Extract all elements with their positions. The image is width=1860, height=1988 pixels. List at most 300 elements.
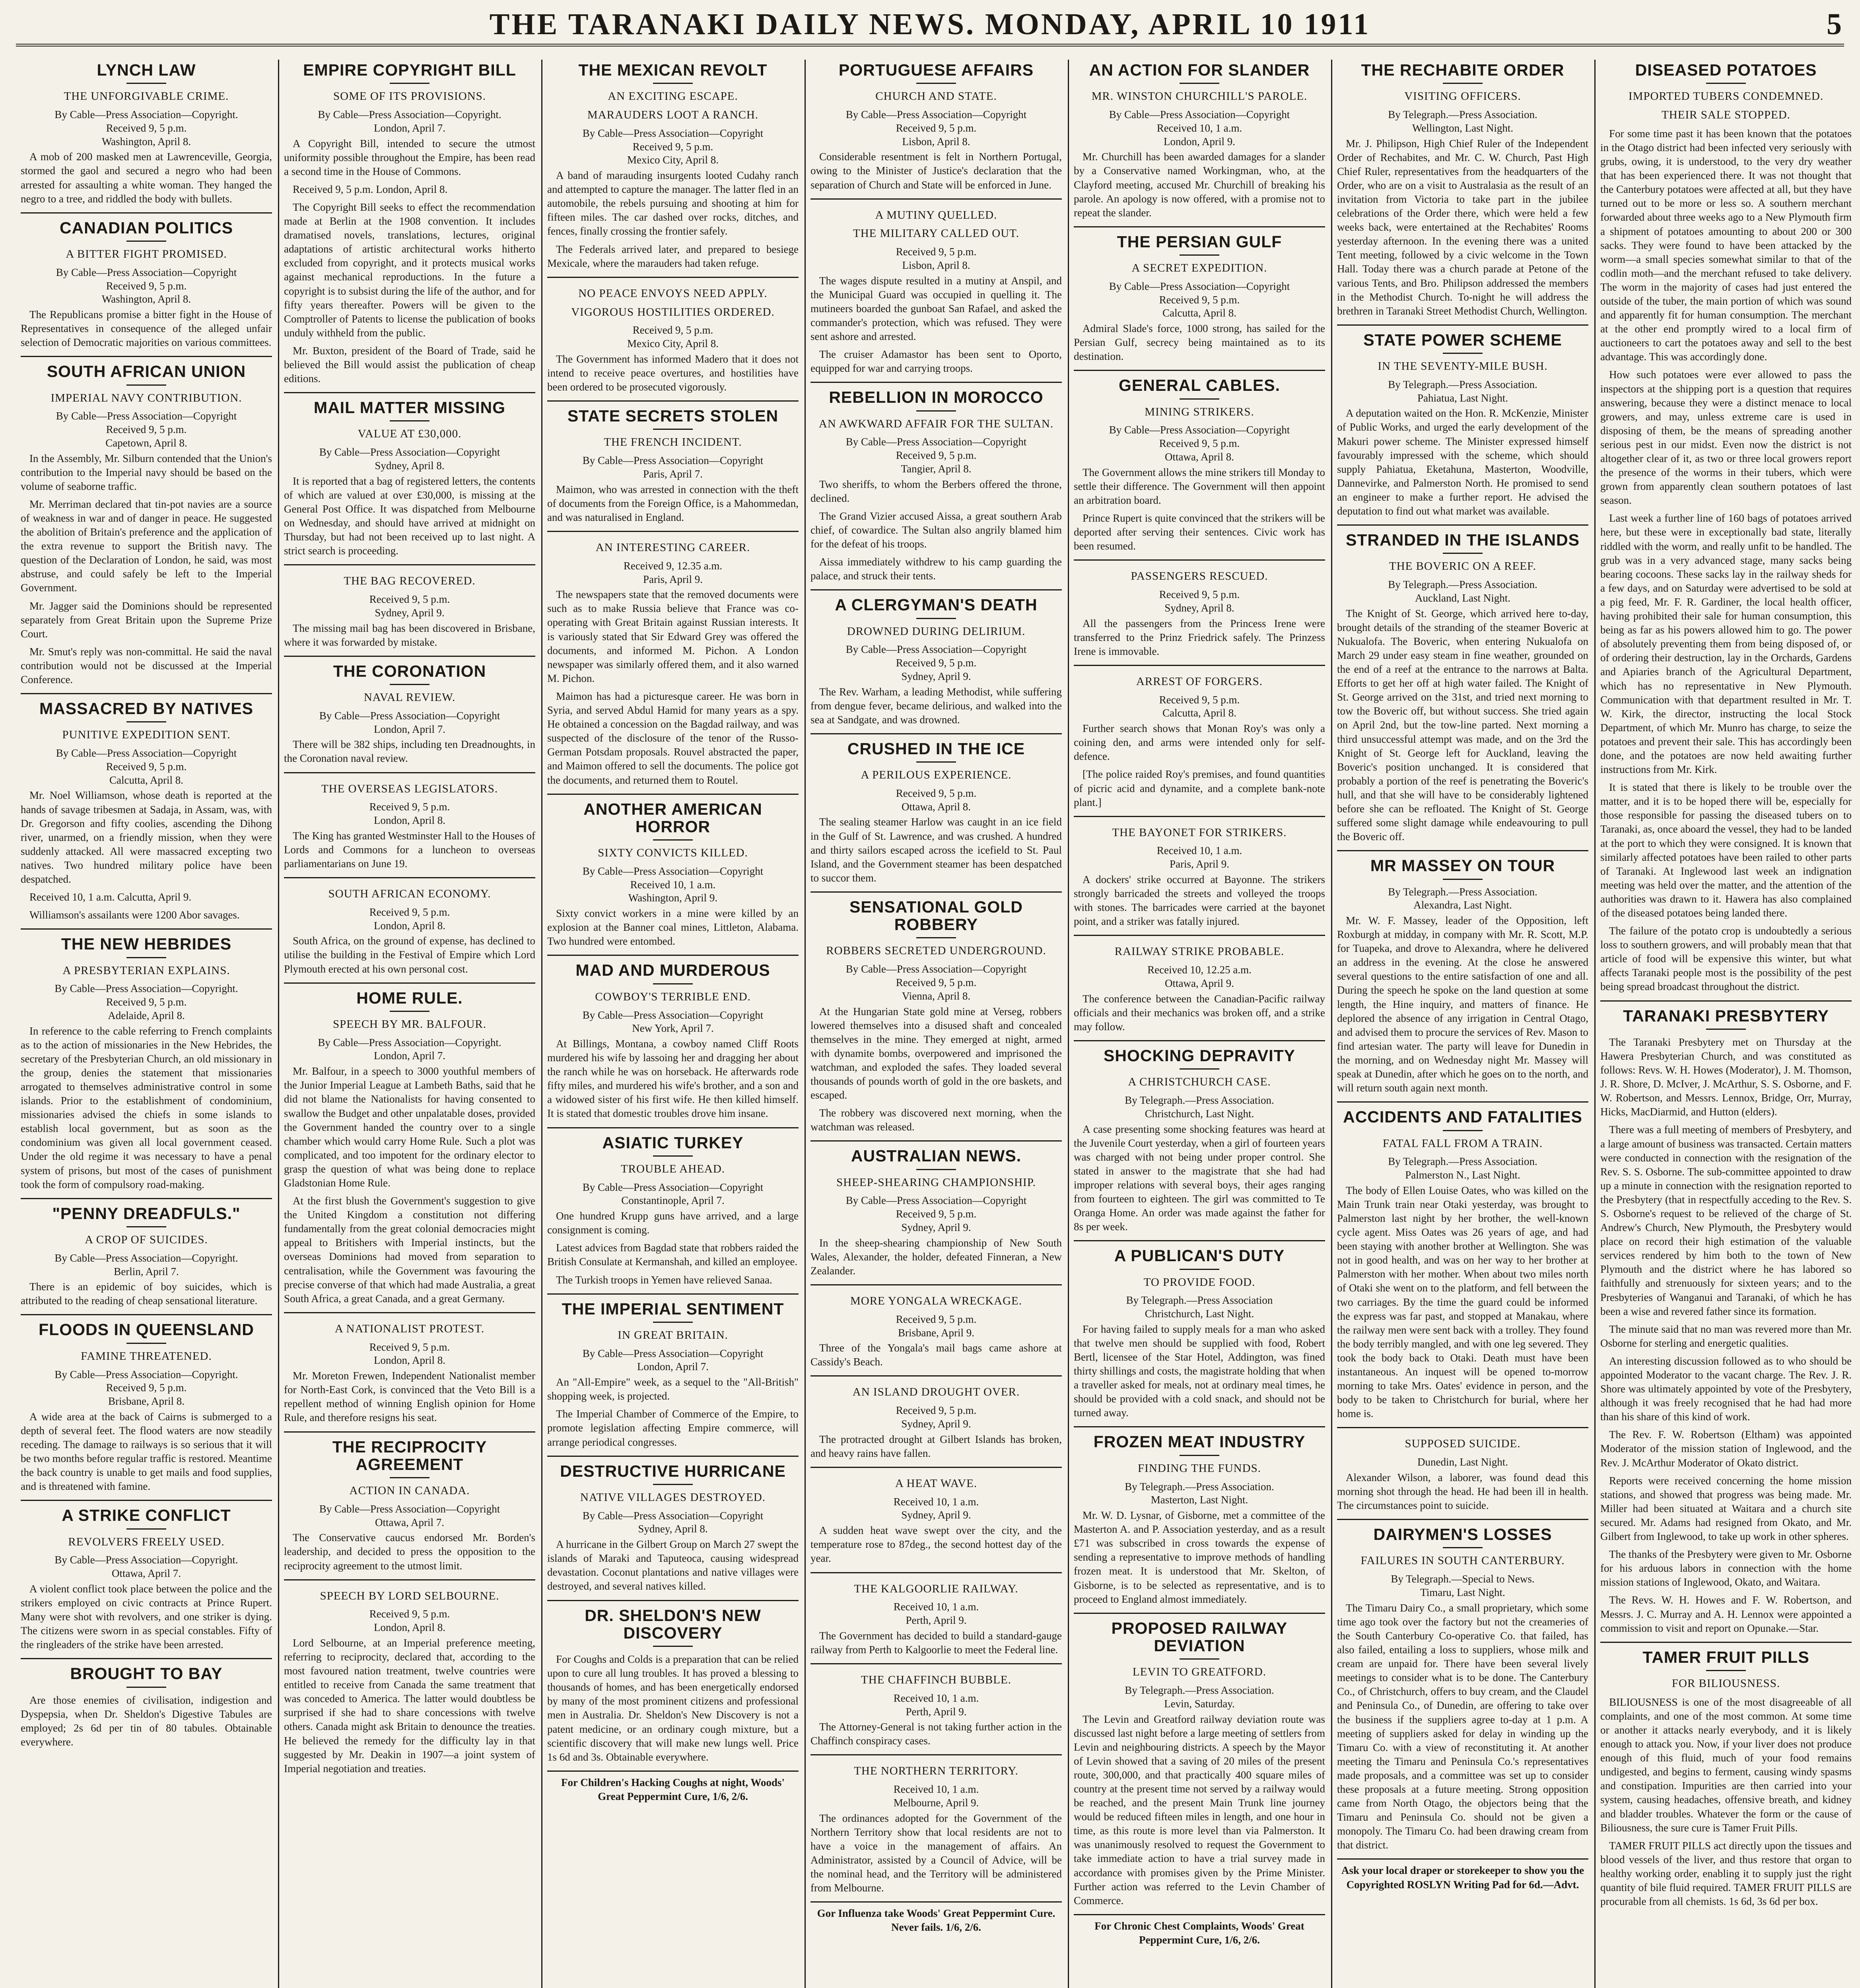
article <box>1337 1519 1588 1852</box>
article-paragraph: The Rev. F. W. Robertson (Eltham) was appointed Moderator of the mission station of Inglewood, and the Rev. J. McArthur Moderator of Okato district. <box>1600 1429 1852 1469</box>
dateline-line: By Cable—Press Association—Copyright <box>582 127 764 139</box>
article-subheading: A NATIONALIST PROTEST. <box>334 1322 485 1335</box>
article-paragraph: The King has granted Westminster Hall to the Houses of Lords and Commons for a luncheon to overseas parliamentarians on June 19. <box>284 829 535 870</box>
dateline <box>284 593 535 620</box>
dateline <box>284 709 535 736</box>
article-headline: PROPOSED RAILWAY DEVIATION <box>1111 1619 1288 1655</box>
article-subheading: A HEAT WAVE. <box>895 1477 978 1490</box>
article-paragraph: The robbery was discovered next morning, when the watchman was released. <box>810 1107 1062 1133</box>
article-paragraph: An interesting discussion followed as to who should be appointed Moderator to the vacant charge. The Rev. J. R. Shore was ultimately appointed by vote of the Presbytery, although it was freely recognised that he had had more than his share of this kind of work. <box>1600 1355 1852 1423</box>
article-headline: ANOTHER AMERICAN HORROR <box>583 800 762 836</box>
article-subheading: IMPORTED TUBERS CONDEMNED. <box>1628 90 1824 103</box>
article-subheading: COWBOY'S TERRIBLE END. <box>595 990 751 1003</box>
article-subheading: AN ISLAND DROUGHT OVER. <box>852 1386 1020 1399</box>
dateline-line: Received 9, 5 p.m. <box>106 996 187 1008</box>
dateline-line: Received 9, 5 p.m. <box>369 1608 450 1620</box>
dateline-line: Constantinople, April 7. <box>621 1194 725 1207</box>
article-subheading: VISITING OFFICERS. <box>1404 90 1521 103</box>
article-subheading: AN EXCITING ESCAPE. <box>608 90 738 103</box>
article-paragraph: A case presenting some shocking features was heard at the Juvenile Court yesterday, when a girl of fourteen years was charged with not being under proper control. She stated in answer to the magistrate that she had had improper relations with several boys, their ages ranging from fourteen to eighteen. The girl was committed to Te Oranga Home. An order was made against the father for 8s per week. <box>1074 1123 1325 1233</box>
headline-rule <box>1180 254 1219 256</box>
dateline-line: By Telegraph.—Press Association. <box>1388 1155 1537 1168</box>
article-paragraph: [The police raided Roy's premises, and found quantities of picric acid and dynamite, and a complete bank-note plant.] <box>1074 768 1325 808</box>
article <box>1074 1240 1325 1420</box>
article <box>810 1901 1062 1934</box>
dateline <box>21 108 272 148</box>
article-paragraph: The thanks of the Presbytery were given to Mr. Osborne for his arduous labors in connection with the home mission stations of Inglewood, Okato, and Waitara. <box>1600 1548 1852 1588</box>
article-paragraph: In the Assembly, Mr. Silburn contended that the Union's contribution to the Imperial navy should be based on the volume of seaborne traffic. <box>21 452 272 492</box>
article-headline: CRUSHED IN THE ICE <box>847 739 1025 758</box>
headline-rule <box>1180 1068 1219 1070</box>
dateline-line: Ottawa, April 8. <box>902 800 971 813</box>
headline-rule <box>126 721 166 722</box>
article-subheading: A CHRISTCHURCH CASE. <box>1128 1076 1271 1089</box>
article-paragraph: Williamson's assailants were 1200 Abor savages. <box>29 909 240 921</box>
article <box>1337 324 1588 518</box>
article <box>1074 226 1325 364</box>
dateline-line: Received 9, 5 p.m. <box>896 1404 977 1417</box>
dateline-line: By Cable—Press Association—Copyright <box>319 709 500 722</box>
dateline-line: Received 9, 5 p.m. <box>896 977 977 989</box>
dateline-line: Washington, April 9. <box>628 892 718 904</box>
dateline-line: By Cable—Press Association—Copyright <box>319 446 500 458</box>
article <box>547 1771 799 1804</box>
article <box>21 1314 272 1493</box>
article-subheading: THE UNFORGIVABLE CRIME. <box>64 90 229 103</box>
headline-rule <box>1180 398 1219 400</box>
headline-rule <box>653 1484 693 1485</box>
dateline <box>1074 693 1325 720</box>
article-subheading: SUPPOSED SUICIDE. <box>1405 1437 1521 1450</box>
headline-rule <box>916 761 956 763</box>
article-headline: MAD AND MURDEROUS <box>575 961 770 980</box>
dateline-line: Adelaide, April 8. <box>108 1009 185 1021</box>
advertisement: Gor Influenza take Woods' Great Peppermint Cure. Never fails. 1/6, 2/6. <box>817 1907 1055 1934</box>
article-subheading: THE CHAFFINCH BUBBLE. <box>861 1673 1011 1686</box>
dateline-line: London, April 7. <box>374 1050 445 1062</box>
advertisement: For Children's Hacking Coughs at night, Woods' Great Peppermint Cure, 1/6, 2/6. <box>561 1776 785 1802</box>
dateline-line: By Cable—Press Association—Copyright <box>56 747 237 759</box>
article <box>284 877 535 976</box>
dateline-line: Received 10, 1 a.m. <box>893 1783 979 1796</box>
dateline-line: Paris, April 9. <box>643 573 703 585</box>
dateline-line: By Cable—Press Association—Copyright <box>319 1503 500 1515</box>
article-paragraph: Received 10, 1 a.m. Calcutta, April 9. <box>29 891 192 903</box>
headline-rule <box>653 1646 693 1647</box>
article-subheading: A BITTER FIGHT PROMISED. <box>66 247 227 260</box>
headline-rule <box>916 83 956 84</box>
article-paragraph: A dockers' strike occurred at Bayonne. The strikers strongly barricaded the streets and volleyed the troops with stones. The barricades were carried at the bayonet point, and a striker was fatally injured. <box>1074 873 1325 928</box>
article <box>810 1663 1062 1748</box>
article-subheading: THE OVERSEAS LEGISLATORS. <box>321 782 498 795</box>
article-paragraph: Mr. Merriman declared that tin-pot navies are a source of weakness in war and of danger in peace. He suggested the abolition of Britain's preference and the application of the extra revenue to support the British navy. The question of the Declaration of London, he said, was most abstruse, and could safely be left to the Imperial Government. <box>21 498 272 594</box>
dateline-line: Received 9, 12.35 a.m. <box>623 559 723 572</box>
article-headline: DAIRYMEN'S LOSSES <box>1373 1525 1552 1544</box>
dateline <box>284 108 535 135</box>
article-subheading: FINDING THE FUNDS. <box>1138 1462 1261 1475</box>
dateline-line: Received 10, 1 a.m. <box>1156 845 1242 857</box>
column-1 <box>21 60 272 1988</box>
headline-rule <box>126 83 166 84</box>
article-subheading: A CROP OF SUICIDES. <box>85 1233 208 1246</box>
article-paragraph: The Government has informed Madero that it does not intend to receive peace overtures, and hostilities have been ordered to be prosecuted vigorously. <box>547 353 799 393</box>
article-headline: STATE SECRETS STOLEN <box>567 407 779 425</box>
article-subheading: PUNITIVE EXPEDITION SENT. <box>62 728 231 742</box>
article-paragraph: Maimon has had a picturesque career. He was born in Syria, and served Abdul Hamid for many years as a spy. He obtained a concession on the Bagdad railway, and was suspected of the disclosure of the tenor of the Russo-German Potsdam proposals. Rouvel abstracted the paper, and Maimon offered to sell the documents. The police got the documents, and returned them to Routel. <box>547 690 799 786</box>
dateline-line: By Cable—Press Association—Copyright. <box>318 109 501 121</box>
article-headline: STATE POWER SCHEME <box>1363 330 1562 349</box>
article-paragraph: Last week a further line of 160 bags of potatoes arrived here, but these were in exceptionally bad state, literally riddled with the worm, and really unfit to be handled. The grub was in a very advanced stage, many sacks being bearing cocoons. These sacks lay in the railway sheds for a few days, and on Saturday were advertised to be sold at a pig feed, Mr. F. R. Gardiner, the local health officer, having prohibited their sale for human consumption, this being as far as his powers allowed him to go. The power of absolutely preventing them from being disposed of, or of ordering their destruction, lay in the Orchards, Gardens and Apiaries branch of the Agricultural Department, which has no representative in New Plymouth. Communication with that department resulted in Mr. T. W. Kirk, the director, instructing the local Stock Department, of which Mr. Munro has charge, to seize the potatoes and prevent their sale. This has accordingly been done, and the potatoes are now held awaiting further instructions from Mr. Kirk. <box>1600 512 1852 776</box>
dateline-line: Paris, April 9. <box>1169 858 1229 870</box>
dateline-line: London, April 7. <box>637 1361 709 1373</box>
dateline <box>21 747 272 787</box>
article-subheading: IN GREAT BRITAIN. <box>618 1328 728 1342</box>
article-paragraph: Two sheriffs, to whom the Berbers offered the throne, declined. <box>810 478 1062 504</box>
article-subheading: THE KALGOORLIE RAILWAY. <box>854 1582 1018 1595</box>
article-paragraph: Received 9, 5 p.m. London, April 8. <box>293 183 448 195</box>
article-headline: SOUTH AFRICAN UNION <box>47 362 246 381</box>
headline-rule <box>653 429 693 430</box>
article-subheading: FAMINE THREATENED. <box>81 1349 212 1363</box>
article <box>1600 1642 1852 1908</box>
dateline-line: By Cable—Press Association—Copyright. <box>54 1554 238 1566</box>
dateline <box>810 643 1062 683</box>
dateline-line: Received 10, 12.25 a.m. <box>1147 964 1252 976</box>
article <box>547 1293 799 1449</box>
article-paragraph: The conference between the Canadian-Pacific railway officials and their mechanics was broken off, and a strike may follow. <box>1074 992 1325 1033</box>
article-paragraph: There is an epidemic of boy suicides, which is attributed to the reading of cheap sensational literature. <box>21 1281 272 1307</box>
article-paragraph: The sealing steamer Harlow was caught in an ice field in the Gulf of St. Lawrence, and was crushed. A hundred and thirty sailors escaped across the icefield to St. Paul Island, and the Government steamer has been despatched to succor them. <box>810 816 1062 884</box>
masthead-title: THE TARANAKI DAILY NEWS. MONDAY, APRIL 10 1911 <box>489 8 1371 41</box>
article <box>547 61 799 270</box>
dateline-line: New York, April 7. <box>632 1022 714 1035</box>
article-subheading: MINING STRIKERS. <box>1145 405 1254 418</box>
article-subheading: ARREST OF FORGERS. <box>1136 675 1263 688</box>
dateline <box>1074 1684 1325 1711</box>
headline-rule <box>1443 353 1483 354</box>
article-paragraph: A sudden heat wave swept over the city, and the temperature rose to 87deg., the second hottest day of the year. <box>810 1524 1062 1565</box>
article-subheading: NATIVE VILLAGES DESTROYED. <box>580 1491 766 1504</box>
dateline-line: By Cable—Press Association—Copyright <box>582 454 764 467</box>
dateline-line: London, April 8. <box>374 1354 445 1367</box>
page-number: 5 <box>1827 8 1842 41</box>
article <box>1074 935 1325 1034</box>
article-paragraph: Considerable resentment is felt in Northern Portugal, owing to the Minister of Justice's declaration that the separation of Church and State will be enforced in June. <box>810 151 1062 191</box>
dateline <box>21 1252 272 1279</box>
dateline-line: By Cable—Press Association—Copyright <box>582 1347 764 1359</box>
article-paragraph: A hurricane in the Gilbert Group on March 27 swept the islands of Maraki and Taputeoca, causing widespread devastation. Coconut plantations and native villages were destroyed, and several natives killed. <box>547 1538 799 1592</box>
article <box>284 392 535 558</box>
dateline <box>1074 108 1325 148</box>
article-headline: SHOCKING DEPRAVITY <box>1104 1046 1295 1065</box>
dateline-line: Received 9, 5 p.m. <box>1159 293 1240 306</box>
article-subheading: THE BAG RECOVERED. <box>344 575 476 588</box>
article <box>810 891 1062 1134</box>
article-paragraph: Reports were received concerning the home mission stations, and showed that progress was being made. Mr. Miller had been situated at Waitara and a church site secured. Mr. Adams had resigned from Okato, and Mr. Gilbert from Inglewood, to take up work in other spheres. <box>1600 1474 1852 1543</box>
dateline-line: Masterton, Last Night. <box>1151 1494 1248 1506</box>
dateline-line: Berlin, April 7. <box>114 1265 179 1277</box>
dateline-line: By Cable—Press Association—Copyright <box>1109 109 1290 121</box>
article <box>810 1140 1062 1278</box>
article <box>284 656 535 766</box>
article-headline: DR. SHELDON'S NEW DISCOVERY <box>585 1606 761 1642</box>
dateline <box>810 245 1062 272</box>
article-paragraph: In the sheep-shearing championship of New South Wales, Alexander, the holder, defeated Finneran, a New Zealander. <box>810 1237 1062 1277</box>
column-rule <box>278 60 279 1988</box>
headline-rule <box>1443 1130 1483 1131</box>
article-subheading: AN AWKWARD AFFAIR FOR THE SULTAN. <box>818 417 1054 430</box>
article <box>21 212 272 350</box>
article <box>810 1375 1062 1460</box>
dateline-line: Ottawa, April 8. <box>1165 450 1234 463</box>
article-subheading: MARAUDERS LOOT A RANCH. <box>587 109 759 122</box>
dateline <box>547 559 799 586</box>
article-paragraph: A wide area at the back of Cairns is submerged to a depth of several feet. The flood waters are now steadily receding. The damage to railways is so serious that it will be two months before regular traffic is restored. Meantime the back country is unable to get mails and food supplies, and is threatened with famine. <box>21 1410 272 1493</box>
dateline <box>547 324 799 351</box>
dateline <box>547 865 799 905</box>
article <box>284 772 535 871</box>
article-paragraph: The Rev. Warham, a leading Methodist, while suffering from dengue fever, became delirious, and walked into the sea at Sandgate, and was drowned. <box>810 685 1062 726</box>
dateline-line: Lisbon, April 8. <box>902 259 970 271</box>
dateline-line: Melbourne, April 9. <box>893 1797 979 1809</box>
headline-rule <box>653 83 693 84</box>
headline-rule <box>390 83 430 84</box>
article-headline: MASSACRED BY NATIVES <box>39 699 253 718</box>
dateline-line: By Cable—Press Association—Copyright. <box>54 109 238 121</box>
article <box>284 982 535 1306</box>
dateline <box>1337 885 1588 912</box>
column-5 <box>1074 60 1325 1988</box>
dateline-line: Received 9, 5 p.m. <box>1159 693 1240 706</box>
article <box>21 1658 272 1749</box>
dateline-line: London, April 8. <box>374 919 445 932</box>
dateline <box>810 435 1062 476</box>
article-paragraph: For Coughs and Colds is a preparation that can be relied upon to cure all lung troubles. It has proved a blessing to thousands of homes, and has been energetically endorsed by many of the most prominent citizens and professional men in Australia. Dr. Sheldon's New Discovery is not a patent medicine, or an ordinary cough mixture, but a scientific discovery that will make new lungs well. Price 1s 6d and 3s. Obtainable everywhere. <box>547 1653 799 1763</box>
article-subheading: SPEECH BY LORD SELBOURNE. <box>320 1589 499 1602</box>
dateline-line: London, April 7. <box>374 723 445 735</box>
dateline-line: By Cable—Press Association—Copyright <box>845 436 1027 448</box>
dateline-line: By Telegraph.—Press Association. <box>1388 579 1537 591</box>
headline-rule <box>916 1169 956 1170</box>
article-paragraph: The cruiser Adamastor has been sent to Oporto, equipped for war and carrying troops. <box>810 348 1062 375</box>
dateline <box>284 1607 535 1635</box>
article-paragraph: A mob of 200 masked men at Lawrenceville, Georgia, stormed the gaol and secured a negro who had been arrested for assaulting a white woman. They hanged the negro to a tree, and riddled the body with bullets. <box>21 151 272 205</box>
dateline-line: By Telegraph.—Press Association. <box>1388 378 1537 390</box>
article-headline: SENSATIONAL GOLD ROBBERY <box>849 897 1023 934</box>
dateline-line: Received 10, 1 a.m. <box>1156 122 1242 134</box>
dateline-line: Received 9, 5 p.m. <box>896 1313 977 1325</box>
article-subheading: SIXTY CONVICTS KILLED. <box>598 846 748 860</box>
dateline-line: Received 9, 5 p.m. <box>106 1382 187 1394</box>
article <box>547 277 799 394</box>
dateline-line: Sydney, April 9. <box>901 670 971 682</box>
article <box>1337 1101 1588 1421</box>
article-headline: AN ACTION FOR SLANDER <box>1089 61 1310 79</box>
dateline-line: Calcutta, April 8. <box>1162 307 1236 319</box>
article <box>810 589 1062 727</box>
article-paragraph: The Government allows the mine strikers till Monday to settle their difference. The Government will then appoint an arbitration board. <box>1074 466 1325 506</box>
article-headline: REBELLION IN MOROCCO <box>829 388 1044 407</box>
article-paragraph: The Knight of St. George, which arrived here to-day, brought details of the stranding of the steamer Boveric at Nukualofa. The Boveric, when entering Nukualofa on March 29 under easy steam in fine weather, grounded on the end of a reef at the entrance to the narrows at Balta. Efforts to get her off at high water failed. The Knight of St. George arrived on the 31st, and tried next morning to tow the Boveric off, but without success. She tried again on April 2nd, but the tow-line parted. Next morning a third unsuccessful attempt was made, and on the 3rd the Knight of St. George left for Auckland, leaving the Boveric's position unchanged. It is considered that probably a portion of the reef is penetrating the Boveric's hull, and that she will have to be considerably lightened before she can be refloated. The Knight of St. George suffered some slight damage while endeavouring to pull the Boveric off. <box>1337 607 1588 843</box>
dateline-line: Capetown, April 8. <box>105 437 187 449</box>
article <box>1337 1427 1588 1512</box>
article-paragraph: Mr. J. Philipson, High Chief Ruler of the Independent Order of Rechabites, and Mr. C. W. Church, Past High Chief Ruler, representatives from the headquarters of the Order, who are on a visit to Australasia as the result of an invitation from Victoria to take part in the jubilee celebrations of the Order there, which were held a few weeks back, were entertained at the Rechabites' Rooms yesterday afternoon. In the evening there was a united Tent meeting, followed by a civic welcome in the Town Hall. Today there was a church parade at Petone of the various Tents, and Bro. Philipson addressed the members in the Methodist Church. To-night he will address the brethren in Taranaki Street Methodist Church, Wellington. <box>1337 137 1588 317</box>
article <box>1074 1613 1325 1908</box>
dateline <box>1074 1094 1325 1121</box>
dateline-line: Brisbane, April 9. <box>898 1326 974 1339</box>
article-paragraph: For having failed to supply meals for a man who asked that twelve men should be supplied with food, Robert Bertl, licensee of the Star Hotel, Addington, was fined thirty shillings and costs, the magistrate holding that when a traveller asked for meals, not at ordinary meal times, he should be provided with a cold snack, and should not be turned away. <box>1074 1323 1325 1419</box>
article-paragraph: The Grand Vizier accused Aissa, a great southern Arab chief, of cowardice. The Sultan also angrily blamed him for the defeat of his troops. <box>810 510 1062 550</box>
article <box>1337 61 1588 318</box>
article-headline: MR MASSEY ON TOUR <box>1370 856 1555 875</box>
article-paragraph: The Government has decided to build a standard-gauge railway from Perth to Kalgoorlie to meet the Federal line. <box>810 1629 1062 1656</box>
dateline-line: By Cable—Press Association—Copyright <box>582 1181 764 1193</box>
article-paragraph: Mr. Balfour, in a speech to 3000 youthful members of the Junior Imperial League at Lambeth Baths, said that he did not blame the Nationalists for having consented to swallow the Budget and other unpalatable doses, provided the Government handed the country over to a single chamber which would carry Home Rule. Such a plot was complicated, and too impotent for the ordinary elector to grasp the question of what was being done to replace Gladstonian Home Rule. <box>284 1065 535 1189</box>
dateline-line: Perth, April 9. <box>906 1705 967 1718</box>
headline-rule <box>653 1155 693 1157</box>
article-headline: DISEASED POTATOES <box>1635 61 1817 79</box>
dateline <box>21 1553 272 1580</box>
article-paragraph: The Timaru Dairy Co., a small proprietary, which some time ago took over the factory but not the creameries of the South Canterbury Co-operative Co. that failed, has also failed, entailing a loss to suppliers, whose milk and cream are unpaid for. There have been several lively meetings to consider what is to be done. The Canterbury Co., of Christchurch, offers to buy cream, and the Claudel and Peninsula Co., of Dunedin, are offering to take over the business if the suppliers agree to-day at 1 p.m. A meeting of suppliers asked for delay in winding up the Timaru Co. with a view of reconstituting it. At another meeting the Timaru and Peninsula Co.'s representatives made proposals, and a committee was set up to consider these proposals at a future meeting. Strong opposition came from North Otago, the objectors being that the Timaru and Peninsula Co. should not be given a monopoly. The Timaru Co. had been drawing cream from that district. <box>1337 1602 1588 1851</box>
headline-rule <box>916 618 956 619</box>
dateline-line: Dunedin, Last Night. <box>1417 1456 1508 1468</box>
article-paragraph: Mr. Noel Williamson, whose death is reported at the hands of savage tribesmen at Sadaja, in Assam, was, with Dr. Gregorson and fifty coolies, ascending the Dihong river, unarmed, on a friendly mission, when they were suddenly attacked. All were massacred excepting two natives. Two hundred military police have been despatched. <box>21 789 272 885</box>
article-paragraph: The Federals arrived later, and prepared to besiege Mexicale, where the marauders had taken refuge. <box>547 243 799 269</box>
dateline <box>810 787 1062 814</box>
article-subheading: TROUBLE AHEAD. <box>620 1162 725 1175</box>
article-subheading: VALUE AT £30,000. <box>358 427 462 441</box>
headline-rule <box>126 384 166 386</box>
article-subheading: MR. WINSTON CHURCHILL'S PAROLE. <box>1091 90 1308 103</box>
article-headline: THE PERSIAN GULF <box>1117 232 1282 251</box>
dateline <box>810 963 1062 1003</box>
headline-rule <box>126 1687 166 1688</box>
article-paragraph: There will be 382 ships, including ten Dreadnoughts, in the Coronation naval review. <box>284 738 535 765</box>
article-paragraph: Mr. Moreton Frewen, Independent Nationalist member for North-East Cork, is convinced that the Veto Bill is a repellent method of winning English opinion for Home Rule, and therefore resigns his seat. <box>284 1370 535 1424</box>
article <box>810 1572 1062 1657</box>
article-paragraph: A band of marauding insurgents looted Cudahy ranch and attempted to capture the manager. The latter fled in an automobile, the rebels pursuing and shooting at him for fifteen miles. The car dashed over rocks, ditches, and fences, finally crossing the frontier safely. <box>547 169 799 237</box>
article-headline: MAIL MATTER MISSING <box>313 398 506 417</box>
article-paragraph: BILIOUSNESS is one of the most disagreeable of all complaints, and one of the most common. At some time or another it attacks nearly everybody, and it is likely enough to attack you. Now, if your liver does not produce enough of this fluid, much of your food remains undigested, and begins to ferment, causing windy spasms and constipation. Impurities are then carried into your system, causing headaches, offensive breath, and kidney and bladder troubles. Whatever the form or the cause of Biliousness, the sure cure is Tamer Fruit Pills. <box>1600 1696 1852 1834</box>
article-headline: EMPIRE COPYRIGHT BILL <box>303 61 516 79</box>
article-paragraph: The failure of the potato crop is undoubtedly a serious loss to southern growers, and will probably mean that that article of food will be expensive this winter, but what affects Taranaki people most is the possibility of the pest being spread broadcast throughout the district. <box>1600 925 1852 993</box>
article-subheading: SHEEP-SHEARING CHAMPIONSHIP. <box>836 1176 1036 1189</box>
article-subheading: A PERILOUS EXPERIENCE. <box>861 769 1012 782</box>
headline-rule <box>1706 1670 1746 1671</box>
headline-rule <box>390 420 430 421</box>
article-headline: THE RECHABITE ORDER <box>1361 61 1565 79</box>
article-headline: PORTUGUESE AFFAIRS <box>838 61 1034 79</box>
dateline <box>21 982 272 1022</box>
article <box>547 400 799 524</box>
headline-rule <box>390 1477 430 1478</box>
article-headline: HOME RULE. <box>356 988 463 1007</box>
dateline <box>810 108 1062 148</box>
article-paragraph: The Levin and Greatford railway deviation route was discussed last night before a large meeting of settlers from Levin and neighbouring districts. A speech by the Mayor of Levin showed that a saving of 20 miles of the present route, 300,000, and that practically 400 square miles of country at the present time not served by a railway would be reached, and the present Main Trunk line journey would be reduced fifteen miles in length, and one hour in time, as this route is more level than via Palmerston. It was unanimously resolved to request the Government to take immediate action to have a trial survey made in accordance with promises given by the Prime Minister. Further action was referred to the Levin Chamber of Commerce. <box>1074 1713 1325 1906</box>
article-paragraph: An "All-Empire" week, as a sequel to the "All-British" shopping week, is projected. <box>547 1376 799 1402</box>
article <box>284 1312 535 1425</box>
article-headline: DESTRUCTIVE HURRICANE <box>560 1462 786 1480</box>
dateline-line: Christchurch, Last Night. <box>1145 1107 1254 1120</box>
dateline-line: Palmerston N., Last Night. <box>1405 1169 1520 1181</box>
dateline <box>21 266 272 306</box>
article-paragraph: The wages dispute resulted in a mutiny at Anspil, and the Municipal Guard was occupied in quelling it. The mutineers boarded the gunboat San Rafael, and asked the commander's protection, which was refused. They were sent ashore and arrested. <box>810 274 1062 343</box>
article-paragraph: Mr. Buxton, president of the Board of Trade, said he believed the Bill would assist the publication of cheap editions. <box>284 344 535 385</box>
headline-rule <box>126 1528 166 1530</box>
article-paragraph: The body of Ellen Louise Oates, who was killed on the Main Trunk train near Otaki yesterday, was brought to Palmerston last night by her brother, the well-known cycle agent. Miss Oates was 26 years of age, and had been staying with another brother at Wellington. She was not in good health, and was on her way to her brother at Palmerston with her mother. When about two miles north of Otaki she went on to the platform, and fell between the two carriages. By the time the guard could be informed the express was far past, and stopped at Manakau, where the railway men were sent back with a trolley. They found the body terribly mangled, and with one leg severed. They took the body back to Otaki. Death must have been instantaneous. An inquest will be opened to-morrow morning to take Mrs. Oates' evidence in person, and the body to be taken to Christchurch for burial, where her home is. <box>1337 1184 1588 1420</box>
dateline-line: Received 9, 5 p.m. <box>632 324 713 336</box>
dateline <box>1337 1155 1588 1182</box>
article-paragraph: The Attorney-General is not taking further action in the Chaffinch conspiracy cases. <box>810 1721 1062 1747</box>
article <box>284 564 535 649</box>
dateline-line: Received 9, 5 p.m. <box>369 593 450 606</box>
article <box>21 693 272 922</box>
article <box>1600 1000 1852 1635</box>
dateline-line: Received 9, 5 p.m. <box>106 760 187 773</box>
headline-rule <box>1180 1658 1219 1660</box>
article-subheading: DROWNED DURING DELIRIUM. <box>847 625 1026 638</box>
headline-rule <box>653 839 693 841</box>
article-subheading: ACTION IN CANADA. <box>349 1484 470 1497</box>
article-subheading: A PRESBYTERIAN EXPLAINS. <box>62 964 230 977</box>
advertisement: For Chronic Chest Complaints, Woods' Great Peppermint Cure, 1/6, 2/6. <box>1094 1920 1304 1946</box>
dateline-line: Ottawa, April 7. <box>112 1567 181 1580</box>
dateline-line: Received 9, 5 p.m. <box>106 423 187 436</box>
article-paragraph: Mr. W. D. Lysnar, of Gisborne, met a committee of the Masterton A. and P. Association yesterday, and as a result £71 was subscribed in cross towards the expense of sending a representative to improve methods of handling frozen meat. It is understood that Mr. Skelton, of Gisborne, is to be selected as representative, and is to proceed to England almost immediately. <box>1074 1509 1325 1605</box>
headline-rule <box>1180 1269 1219 1270</box>
dateline <box>1074 280 1325 320</box>
article-subheading: FOR BILIOUSNESS. <box>1671 1677 1780 1690</box>
article-subheading: CHURCH AND STATE. <box>875 90 997 103</box>
article-headline: GENERAL CABLES. <box>1118 376 1281 395</box>
dateline-line: Sydney, April 8. <box>375 459 445 472</box>
masthead <box>16 6 1844 47</box>
dateline <box>810 1313 1062 1340</box>
article-headline: A PUBLICAN'S DUTY <box>1114 1246 1285 1265</box>
article-paragraph: Lord Selbourne, at an Imperial preference meeting, referring to reciprocity, declared that, according to the most favoured nation treatment, twelve countries were entitled to receive from Canada the same treatment that was conceded to America. The latter would doubtless be surprised if she had to share concessions with twelve others. Canada might ask Britain to denounce the treaties. He believed the remedy for the difficulty lay in that suggested by Mr. Deakin in 1907—a joint system of Imperial negotiation and treaties. <box>284 1637 535 1774</box>
article-headline: ACCIDENTS AND FATALITIES <box>1343 1108 1582 1126</box>
dateline-line: Sydney, April 8. <box>638 1523 708 1535</box>
headline-rule <box>1706 1029 1746 1030</box>
headline-rule <box>1180 83 1219 84</box>
dateline <box>284 1036 535 1063</box>
article <box>1337 1858 1588 1891</box>
dateline-line: By Cable—Press Association—Copyright <box>845 643 1027 656</box>
dateline <box>284 800 535 827</box>
dateline-line: London, April 9. <box>1164 135 1235 148</box>
article-headline: THE NEW HEBRIDES <box>61 935 232 953</box>
article-paragraph: The minute said that no man was revered more than Mr. Osborne for sterling and energetic qualities. <box>1600 1323 1852 1349</box>
article-headline: THE RECIPROCITY AGREEMENT <box>332 1437 487 1474</box>
article <box>810 198 1062 376</box>
headline-rule <box>1443 1547 1483 1548</box>
dateline <box>284 446 535 473</box>
article-paragraph: There was a full meeting of members of Presbytery, and a large amount of business was transacted. Certain matters were conducted in connection with the resignation of the Rev. S. S. Osborne. The sub-committee appointed to draw up a minute in connection with the resignation reported to the Presbytery (that in respectfully acceding to the Rev. S. S. Osborne's request to be relieved of the charge of St. Andrew's Church, New Plymouth, the Presbytery would place on record their high estimation of the valuable services rendered by him both to the town of New Plymouth and the district where he has labored so faithfully and strenuously for sixteen years; and to the Presbyteries of Wanganui and Taranaki, of which he has been a wise and revered father since its formation. <box>1600 1124 1852 1317</box>
article-subheading: TO PROVIDE FOOD. <box>1143 1276 1256 1289</box>
article-paragraph: The Turkish troops in Yemen have relieved Sanaa. <box>556 1274 772 1286</box>
dateline-line: Received 10, 1 a.m. <box>893 1601 979 1613</box>
article-headline: TARANAKI PRESBYTERY <box>1623 1006 1829 1025</box>
column-3 <box>547 60 799 1988</box>
article-paragraph: Latest advices from Bagdad state that robbers raided the British Consulate at Kermanshah, and killed an employee. <box>547 1242 799 1268</box>
article <box>1074 816 1325 929</box>
article-subheading: NO PEACE ENVOYS NEED APPLY. <box>578 287 768 300</box>
dateline <box>810 1783 1062 1810</box>
article-paragraph: The Copyright Bill seeks to effect the recommendation made at Berlin at the 1908 convention. It includes dramatised novels, translations, lectures, original adaptations of artistic architectural works hitherto excluded from copyright, and it protects musical works against mechanical reproductions. In the future a copyright is to subsist during the life of the author, and for fifty years thereafter. Powers will be given to the Comptroller of Patents to license the publication of books unduly withheld from the public. <box>284 201 535 339</box>
dateline-line: Perth, April 9. <box>906 1614 967 1627</box>
dateline <box>284 1341 535 1368</box>
article <box>547 955 799 1120</box>
